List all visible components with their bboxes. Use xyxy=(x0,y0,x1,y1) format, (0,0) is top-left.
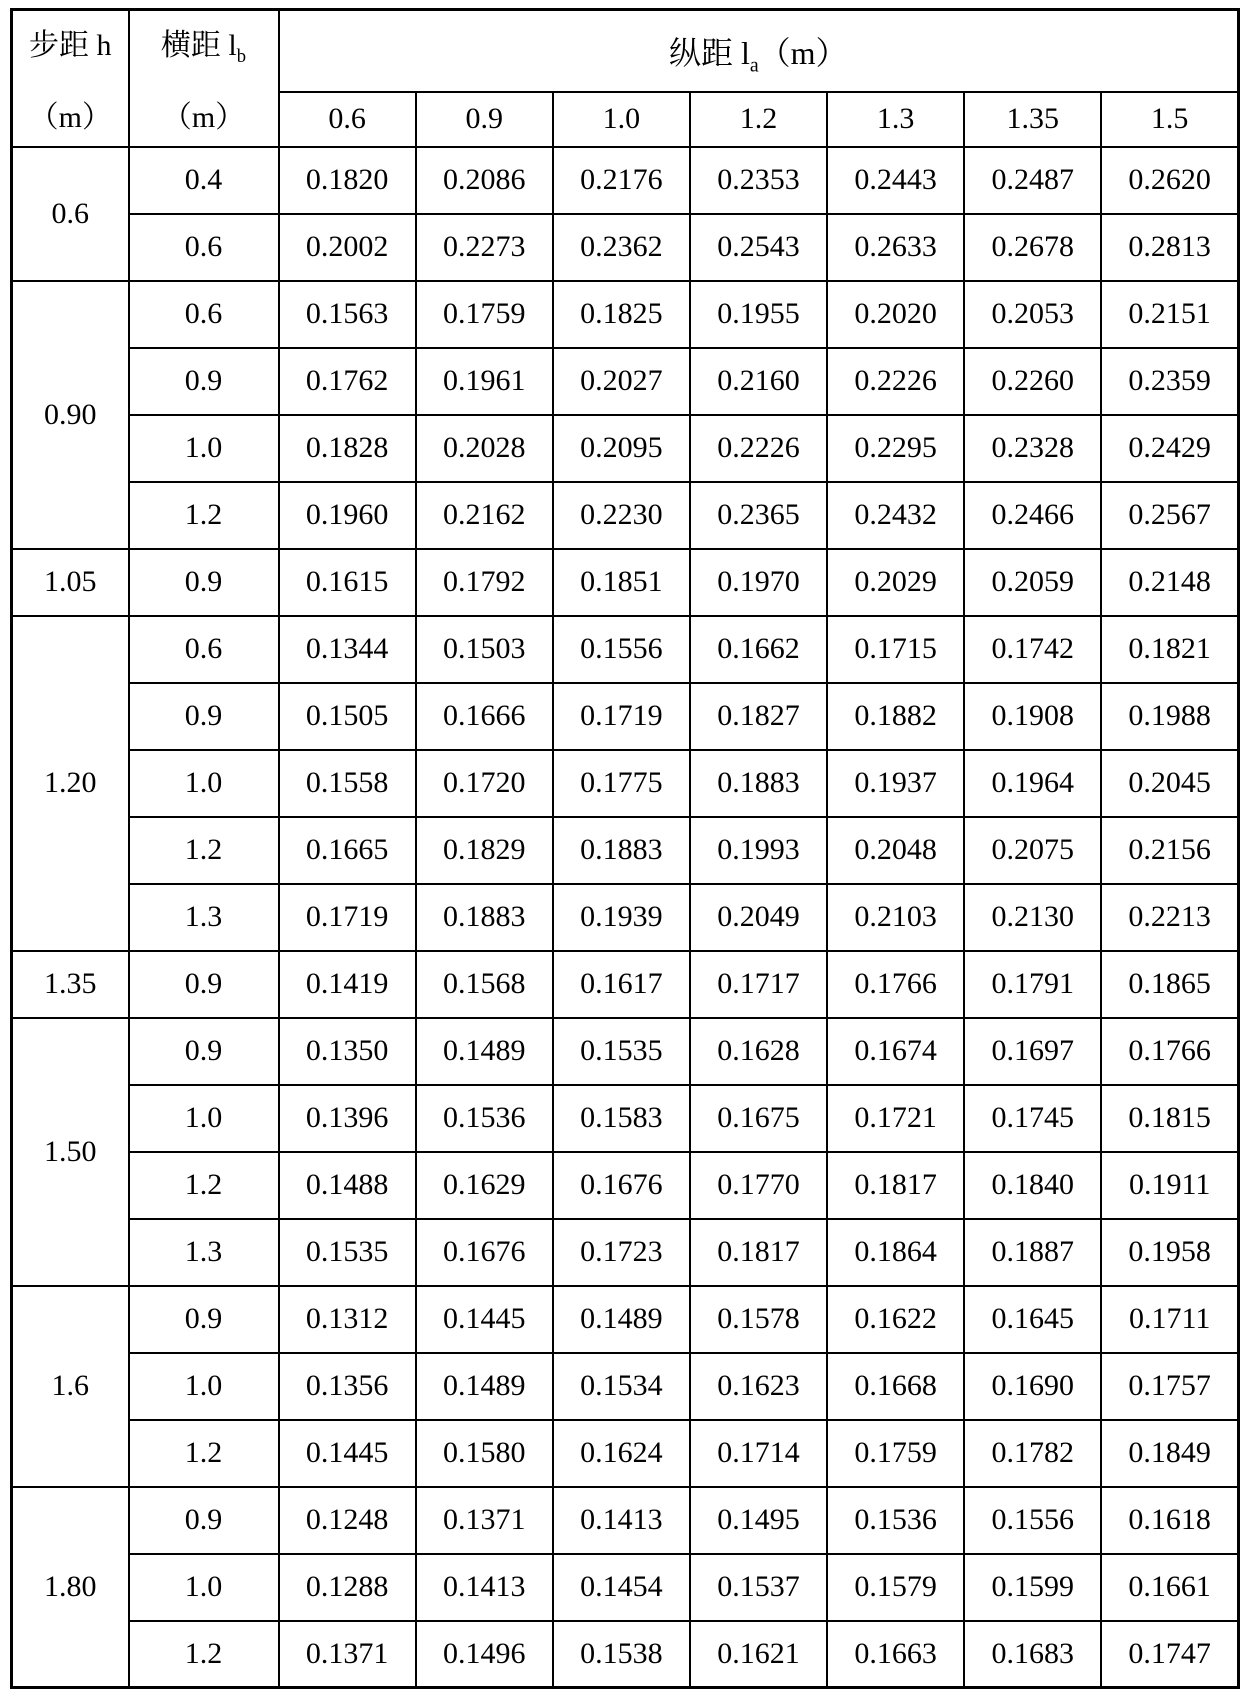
la-value-header: 0.9 xyxy=(416,92,553,147)
data-cell: 0.1827 xyxy=(690,683,827,750)
data-cell: 0.2226 xyxy=(690,415,827,482)
data-cell: 0.1840 xyxy=(964,1152,1101,1219)
data-cell: 0.2359 xyxy=(1101,348,1238,415)
data-cell: 0.1668 xyxy=(827,1353,964,1420)
data-cell: 0.1312 xyxy=(279,1286,416,1353)
data-cell: 0.1489 xyxy=(416,1353,553,1420)
table-row xyxy=(12,884,1239,951)
data-cell: 0.1908 xyxy=(964,683,1101,750)
table-row xyxy=(12,482,1239,549)
lb-value-cell: 1.2 xyxy=(129,1420,279,1487)
table-row xyxy=(12,750,1239,817)
header-la-cell xyxy=(279,10,1239,92)
la-value-header: 1.0 xyxy=(553,92,690,147)
data-cell: 0.1505 xyxy=(279,683,416,750)
h-value-cell: 1.6 xyxy=(12,1286,129,1487)
table-row xyxy=(12,951,1239,1018)
la-value-header: 1.3 xyxy=(827,92,964,147)
table-row xyxy=(12,549,1239,616)
table-row xyxy=(12,1353,1239,1420)
table-row xyxy=(12,616,1239,683)
data-cell: 0.1759 xyxy=(416,281,553,348)
data-cell: 0.1721 xyxy=(827,1085,964,1152)
data-cell: 0.1683 xyxy=(964,1621,1101,1688)
lb-value-cell: 0.9 xyxy=(129,348,279,415)
data-cell: 0.2028 xyxy=(416,415,553,482)
data-cell: 0.1618 xyxy=(1101,1487,1238,1554)
data-cell: 0.1676 xyxy=(553,1152,690,1219)
data-cell: 0.1503 xyxy=(416,616,553,683)
data-cell: 0.1413 xyxy=(416,1554,553,1621)
data-cell: 0.1615 xyxy=(279,549,416,616)
lb-value-cell: 1.0 xyxy=(129,750,279,817)
data-cell: 0.1821 xyxy=(1101,616,1238,683)
data-cell: 0.1791 xyxy=(964,951,1101,1018)
data-cell: 0.1621 xyxy=(690,1621,827,1688)
data-cell: 0.1248 xyxy=(279,1487,416,1554)
header-lb-cell xyxy=(129,10,279,147)
data-cell: 0.1782 xyxy=(964,1420,1101,1487)
lb-value-cell: 0.6 xyxy=(129,214,279,281)
data-cell: 0.1663 xyxy=(827,1621,964,1688)
data-cell: 0.2027 xyxy=(553,348,690,415)
data-cell: 0.1719 xyxy=(553,683,690,750)
data-cell: 0.2429 xyxy=(1101,415,1238,482)
data-cell: 0.1770 xyxy=(690,1152,827,1219)
data-cell: 0.1759 xyxy=(827,1420,964,1487)
data-cell: 0.2365 xyxy=(690,482,827,549)
data-cell: 0.1711 xyxy=(1101,1286,1238,1353)
table-row xyxy=(12,817,1239,884)
data-cell: 0.2130 xyxy=(964,884,1101,951)
la-subscript: a xyxy=(749,54,759,77)
data-cell: 0.1676 xyxy=(416,1219,553,1286)
data-cell: 0.1535 xyxy=(279,1219,416,1286)
data-cell: 0.1714 xyxy=(690,1420,827,1487)
data-cell: 0.1723 xyxy=(553,1219,690,1286)
data-cell: 0.2160 xyxy=(690,348,827,415)
data-cell: 0.1742 xyxy=(964,616,1101,683)
lb-value-cell: 0.6 xyxy=(129,616,279,683)
data-cell: 0.2053 xyxy=(964,281,1101,348)
lb-value-cell: 1.2 xyxy=(129,1621,279,1688)
table-row xyxy=(12,1420,1239,1487)
table-row xyxy=(12,1085,1239,1152)
h-value-cell: 1.35 xyxy=(12,951,129,1018)
header-lb-unit: （m） xyxy=(161,101,246,135)
data-cell: 0.1556 xyxy=(964,1487,1101,1554)
data-cell: 0.1766 xyxy=(1101,1018,1238,1085)
header-lb-title: 横距 $l_b$ xyxy=(160,29,247,68)
data-cell: 0.2353 xyxy=(690,147,827,214)
data-cell: 0.1556 xyxy=(553,616,690,683)
data-cell: 0.1817 xyxy=(690,1219,827,1286)
table-body xyxy=(12,147,1239,1688)
data-cell: 0.1396 xyxy=(279,1085,416,1152)
header-row-main xyxy=(12,10,1239,92)
data-cell: 0.1536 xyxy=(416,1085,553,1152)
data-cell: 0.1828 xyxy=(279,415,416,482)
data-cell: 0.1445 xyxy=(416,1286,553,1353)
data-cell: 0.1645 xyxy=(964,1286,1101,1353)
lb-value-cell: 1.2 xyxy=(129,482,279,549)
lb-value-cell: 0.9 xyxy=(129,1018,279,1085)
data-cell: 0.1717 xyxy=(690,951,827,1018)
table-row xyxy=(12,1152,1239,1219)
data-cell: 0.1792 xyxy=(416,549,553,616)
data-cell: 0.1851 xyxy=(553,549,690,616)
data-cell: 0.2567 xyxy=(1101,482,1238,549)
data-cell: 0.1715 xyxy=(827,616,964,683)
data-cell: 0.1815 xyxy=(1101,1085,1238,1152)
data-cell: 0.1413 xyxy=(553,1487,690,1554)
h-value-cell: 1.05 xyxy=(12,549,129,616)
data-cell: 0.1674 xyxy=(827,1018,964,1085)
data-cell: 0.1344 xyxy=(279,616,416,683)
data-cell: 0.1887 xyxy=(964,1219,1101,1286)
header-la-unit: （m） xyxy=(758,34,848,71)
data-cell: 0.1622 xyxy=(827,1286,964,1353)
data-cell: 0.1495 xyxy=(690,1487,827,1554)
data-cell: 0.1864 xyxy=(827,1219,964,1286)
header-h-unit: （m） xyxy=(28,101,112,135)
data-cell: 0.1579 xyxy=(827,1554,964,1621)
data-cell: 0.1865 xyxy=(1101,951,1238,1018)
data-cell: 0.2813 xyxy=(1101,214,1238,281)
lb-value-cell: 1.0 xyxy=(129,1085,279,1152)
lb-subscript: b xyxy=(236,46,247,68)
table-row xyxy=(12,1018,1239,1085)
data-cell: 0.1939 xyxy=(553,884,690,951)
data-cell: 0.1911 xyxy=(1101,1152,1238,1219)
data-cell: 0.1661 xyxy=(1101,1554,1238,1621)
data-cell: 0.1825 xyxy=(553,281,690,348)
h-value-cell: 1.50 xyxy=(12,1018,129,1286)
data-cell: 0.1578 xyxy=(690,1286,827,1353)
data-cell: 0.2156 xyxy=(1101,817,1238,884)
data-cell: 0.1488 xyxy=(279,1152,416,1219)
table-row xyxy=(12,1554,1239,1621)
data-cell: 0.1489 xyxy=(553,1286,690,1353)
data-cell: 0.1697 xyxy=(964,1018,1101,1085)
lb-value-cell: 0.9 xyxy=(129,1286,279,1353)
data-cell: 0.1883 xyxy=(690,750,827,817)
data-cell: 0.1747 xyxy=(1101,1621,1238,1688)
table-row xyxy=(12,1621,1239,1688)
data-cell: 0.2020 xyxy=(827,281,964,348)
data-cell: 0.1757 xyxy=(1101,1353,1238,1420)
data-cell: 0.1961 xyxy=(416,348,553,415)
lb-value-cell: 1.2 xyxy=(129,817,279,884)
data-cell: 0.2176 xyxy=(553,147,690,214)
data-cell: 0.1820 xyxy=(279,147,416,214)
data-cell: 0.1568 xyxy=(416,951,553,1018)
data-cell: 0.2230 xyxy=(553,482,690,549)
data-cell: 0.2328 xyxy=(964,415,1101,482)
data-cell: 0.1623 xyxy=(690,1353,827,1420)
data-cell: 0.1628 xyxy=(690,1018,827,1085)
lb-value-cell: 1.0 xyxy=(129,415,279,482)
lb-value-cell: 1.3 xyxy=(129,884,279,951)
table-row xyxy=(12,415,1239,482)
header-la-title: 纵距 l xyxy=(668,34,750,71)
data-cell: 0.1829 xyxy=(416,817,553,884)
data-cell: 0.1964 xyxy=(964,750,1101,817)
data-cell: 0.1350 xyxy=(279,1018,416,1085)
la-value-header: 0.6 xyxy=(279,92,416,147)
data-cell: 0.1745 xyxy=(964,1085,1101,1152)
data-cell: 0.1817 xyxy=(827,1152,964,1219)
la-value-header: 1.2 xyxy=(690,92,827,147)
table-row xyxy=(12,1219,1239,1286)
data-cell: 0.2273 xyxy=(416,214,553,281)
data-cell: 0.1675 xyxy=(690,1085,827,1152)
lb-value-cell: 0.9 xyxy=(129,1487,279,1554)
table-row xyxy=(12,1487,1239,1554)
data-cell: 0.2678 xyxy=(964,214,1101,281)
data-cell: 0.1882 xyxy=(827,683,964,750)
data-cell: 0.2466 xyxy=(964,482,1101,549)
data-cell: 0.1958 xyxy=(1101,1219,1238,1286)
lb-value-cell: 1.3 xyxy=(129,1219,279,1286)
data-cell: 0.2048 xyxy=(827,817,964,884)
data-cell: 0.2295 xyxy=(827,415,964,482)
data-cell: 0.1883 xyxy=(553,817,690,884)
data-cell: 0.1489 xyxy=(416,1018,553,1085)
data-cell: 0.2029 xyxy=(827,549,964,616)
data-cell: 0.1563 xyxy=(279,281,416,348)
table-header xyxy=(12,10,1239,147)
lb-value-cell: 0.9 xyxy=(129,549,279,616)
data-cell: 0.1536 xyxy=(827,1487,964,1554)
data-cell: 0.1535 xyxy=(553,1018,690,1085)
table-row xyxy=(12,147,1239,214)
data-cell: 0.1629 xyxy=(416,1152,553,1219)
h-value-cell: 1.80 xyxy=(12,1487,129,1688)
table-row xyxy=(12,683,1239,750)
data-cell: 0.1666 xyxy=(416,683,553,750)
data-cell: 0.1988 xyxy=(1101,683,1238,750)
data-cell: 0.1371 xyxy=(416,1487,553,1554)
table-row xyxy=(12,281,1239,348)
data-cell: 0.2075 xyxy=(964,817,1101,884)
la-value-header: 1.35 xyxy=(964,92,1101,147)
lb-value-cell: 1.2 xyxy=(129,1152,279,1219)
data-cell: 0.1665 xyxy=(279,817,416,884)
data-cell: 0.1719 xyxy=(279,884,416,951)
data-cell: 0.2226 xyxy=(827,348,964,415)
lb-value-cell: 0.6 xyxy=(129,281,279,348)
table-row xyxy=(12,214,1239,281)
data-cell: 0.1419 xyxy=(279,951,416,1018)
data-cell: 0.1454 xyxy=(553,1554,690,1621)
h-value-cell: 0.6 xyxy=(12,147,129,281)
la-value-header: 1.5 xyxy=(1101,92,1238,147)
lb-value-cell: 1.0 xyxy=(129,1353,279,1420)
table-row xyxy=(12,1286,1239,1353)
data-cell: 0.1558 xyxy=(279,750,416,817)
data-cell: 0.1288 xyxy=(279,1554,416,1621)
data-cell: 0.2260 xyxy=(964,348,1101,415)
data-cell: 0.1617 xyxy=(553,951,690,1018)
data-cell: 0.1960 xyxy=(279,482,416,549)
data-cell: 0.1849 xyxy=(1101,1420,1238,1487)
data-cell: 0.1762 xyxy=(279,348,416,415)
lb-value-cell: 0.9 xyxy=(129,951,279,1018)
data-cell: 0.1538 xyxy=(553,1621,690,1688)
h-value-cell: 1.20 xyxy=(12,616,129,951)
data-cell: 0.1445 xyxy=(279,1420,416,1487)
data-cell: 0.1970 xyxy=(690,549,827,616)
lb-value-cell: 0.4 xyxy=(129,147,279,214)
data-cell: 0.2620 xyxy=(1101,147,1238,214)
spacing-table xyxy=(10,8,1240,1689)
data-cell: 0.2633 xyxy=(827,214,964,281)
data-cell: 0.2103 xyxy=(827,884,964,951)
header-h-title: 步距 h xyxy=(29,29,112,63)
data-cell: 0.1937 xyxy=(827,750,964,817)
data-cell: 0.2162 xyxy=(416,482,553,549)
data-cell: 0.1993 xyxy=(690,817,827,884)
data-cell: 0.1534 xyxy=(553,1353,690,1420)
data-cell: 0.1720 xyxy=(416,750,553,817)
data-cell: 0.2086 xyxy=(416,147,553,214)
data-cell: 0.1356 xyxy=(279,1353,416,1420)
header-h-cell xyxy=(12,10,129,147)
data-cell: 0.2151 xyxy=(1101,281,1238,348)
table-row xyxy=(12,348,1239,415)
data-cell: 0.2045 xyxy=(1101,750,1238,817)
lb-value-cell: 0.9 xyxy=(129,683,279,750)
data-cell: 0.1496 xyxy=(416,1621,553,1688)
data-cell: 0.2443 xyxy=(827,147,964,214)
data-cell: 0.2059 xyxy=(964,549,1101,616)
data-cell: 0.1624 xyxy=(553,1420,690,1487)
data-cell: 0.2487 xyxy=(964,147,1101,214)
data-cell: 0.1690 xyxy=(964,1353,1101,1420)
data-cell: 0.1537 xyxy=(690,1554,827,1621)
data-cell: 0.1883 xyxy=(416,884,553,951)
data-cell: 0.2213 xyxy=(1101,884,1238,951)
data-cell: 0.1766 xyxy=(827,951,964,1018)
data-cell: 0.2095 xyxy=(553,415,690,482)
data-cell: 0.2002 xyxy=(279,214,416,281)
data-cell: 0.2432 xyxy=(827,482,964,549)
data-cell: 0.2148 xyxy=(1101,549,1238,616)
data-cell: 0.2049 xyxy=(690,884,827,951)
data-cell: 0.1775 xyxy=(553,750,690,817)
data-cell: 0.1583 xyxy=(553,1085,690,1152)
data-cell: 0.1662 xyxy=(690,616,827,683)
data-cell: 0.1599 xyxy=(964,1554,1101,1621)
data-cell: 0.2362 xyxy=(553,214,690,281)
h-value-cell: 0.90 xyxy=(12,281,129,549)
lb-value-cell: 1.0 xyxy=(129,1554,279,1621)
data-cell: 0.1580 xyxy=(416,1420,553,1487)
data-cell: 0.2543 xyxy=(690,214,827,281)
data-cell: 0.1371 xyxy=(279,1621,416,1688)
data-cell: 0.1955 xyxy=(690,281,827,348)
